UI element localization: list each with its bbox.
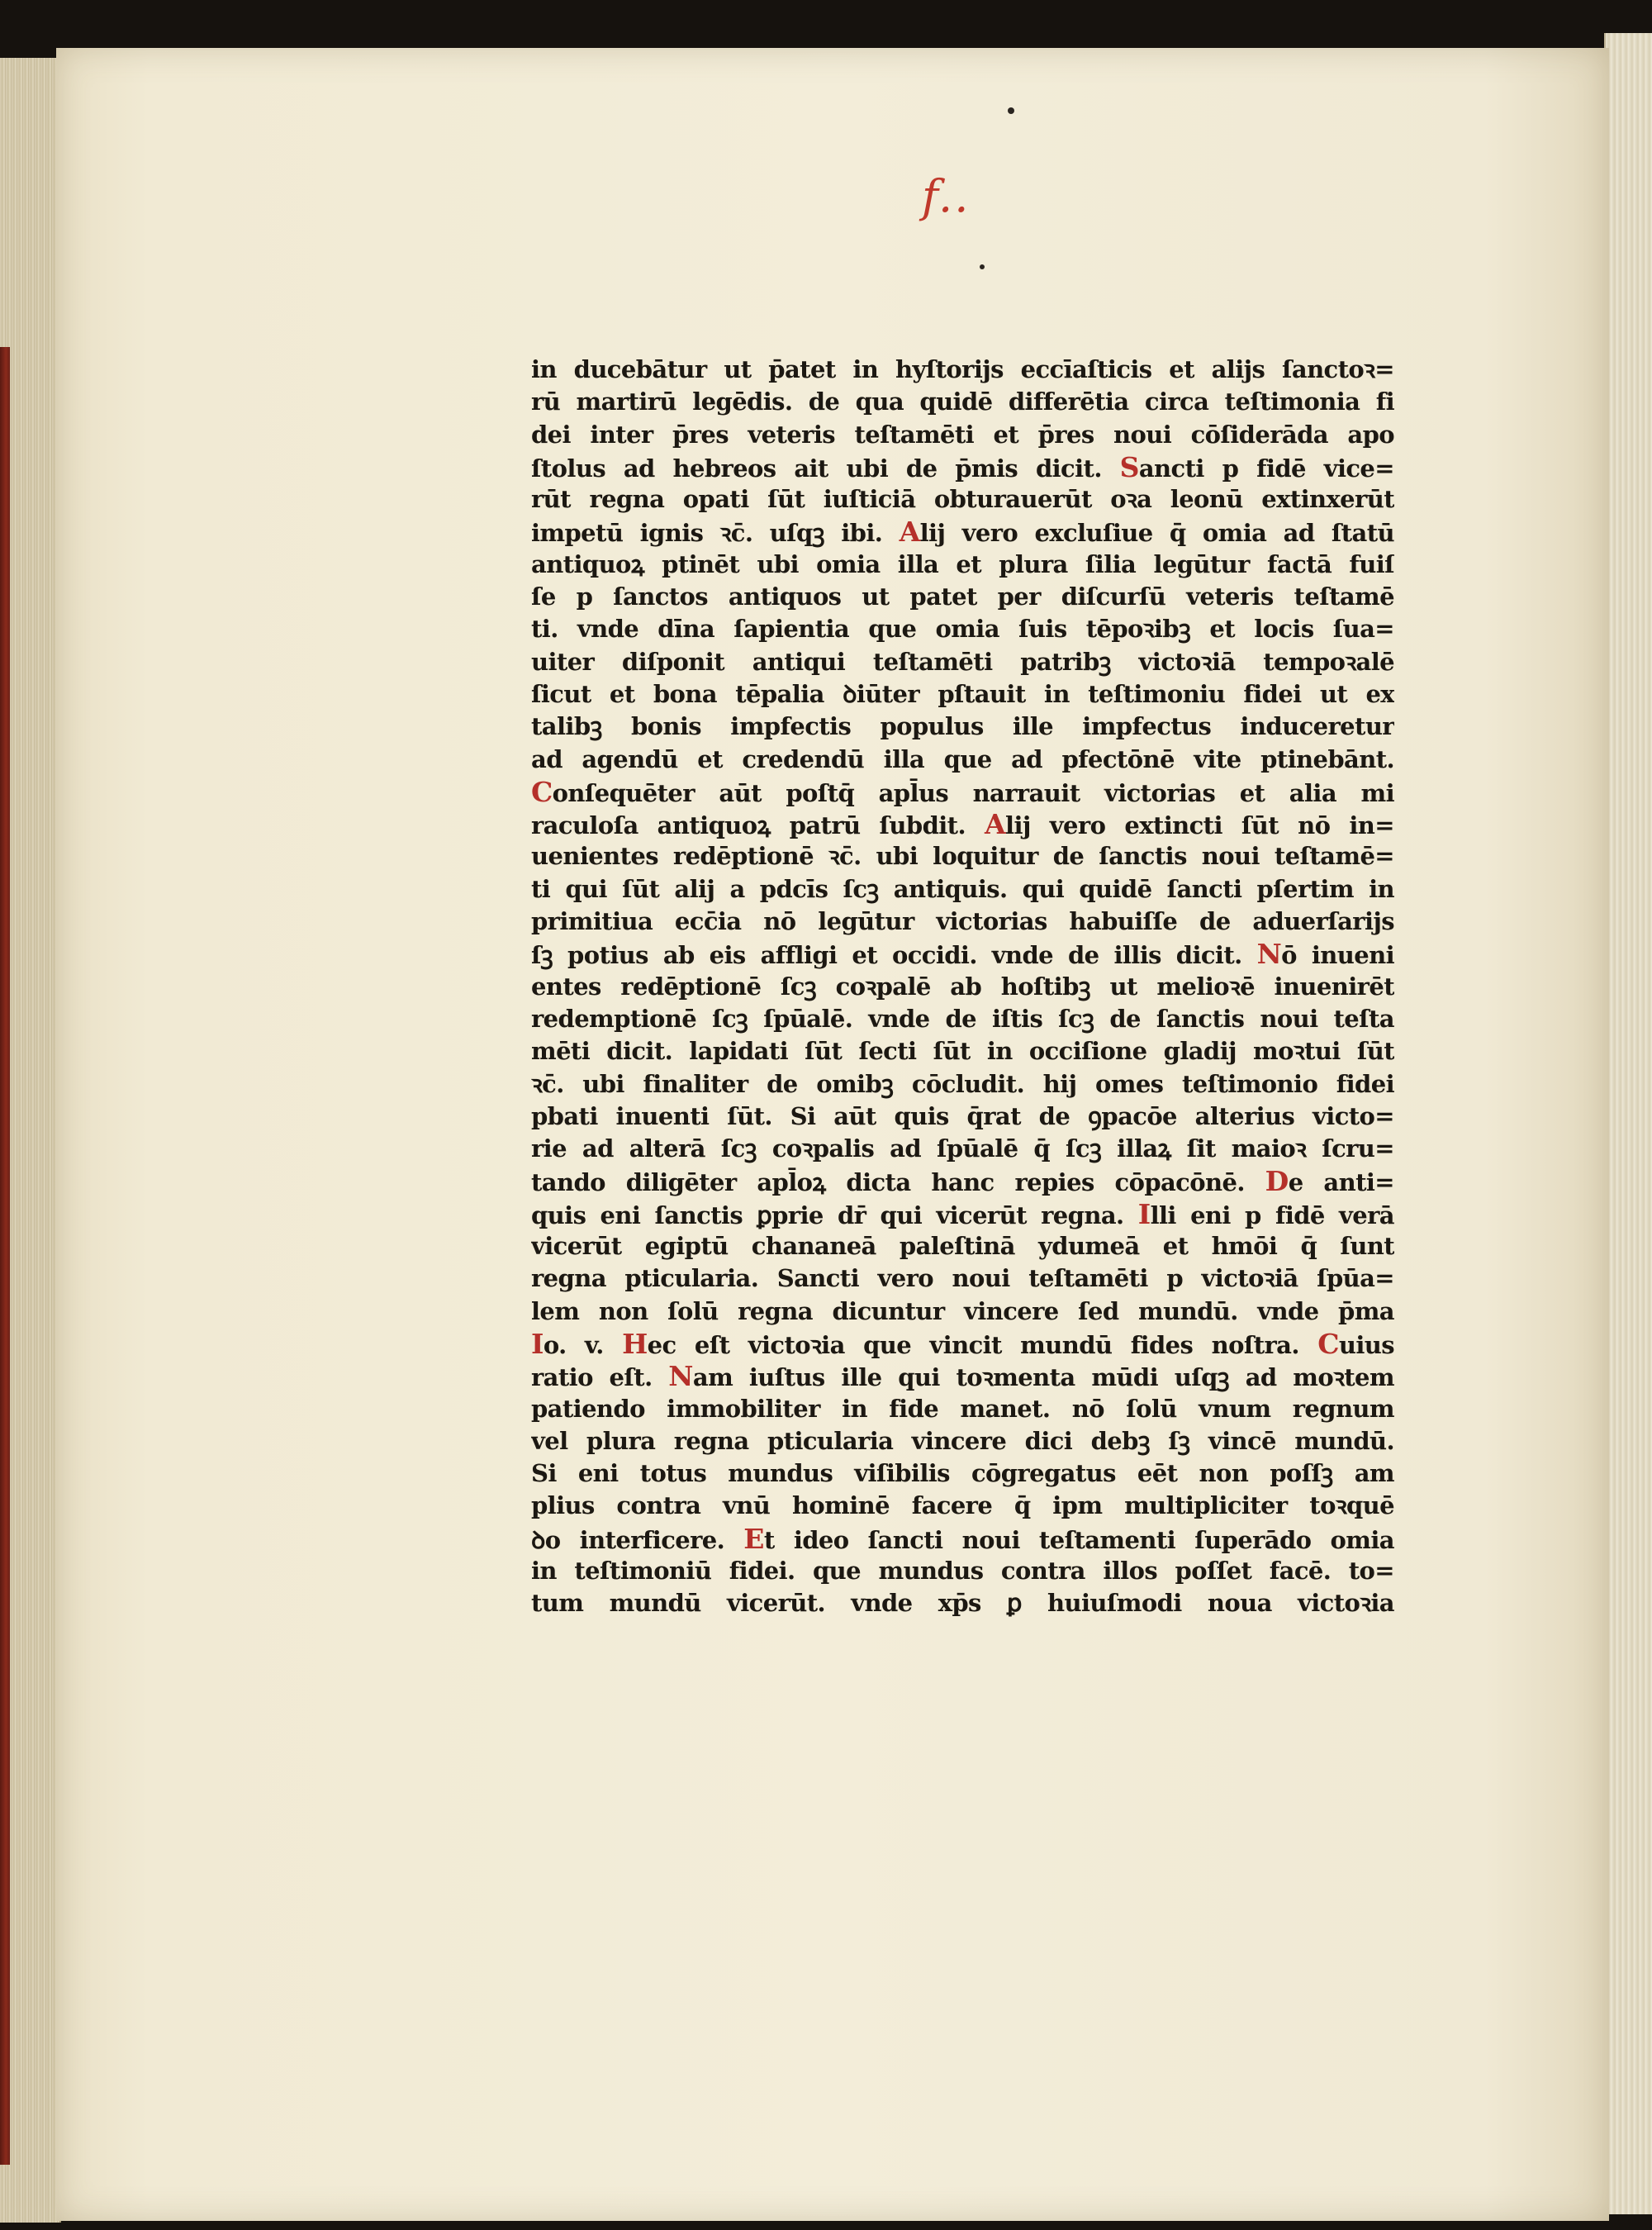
text-line	[531, 1133, 1394, 1165]
rubricated-initial: D	[1265, 1165, 1289, 1198]
text-segment: impetū ignis ꝛc̄. uſqꝫ ibi.	[531, 519, 900, 548]
text-segment: ō inueni	[1281, 941, 1394, 970]
text-line	[531, 1457, 1394, 1490]
text-line	[531, 744, 1394, 776]
text-line	[531, 808, 1394, 840]
text-line	[531, 1262, 1394, 1295]
text-line	[531, 581, 1394, 613]
text-segment: dei inter p̄res veteris teſtamēti et p̄res noui cōſiderāda apo	[531, 420, 1394, 449]
rubricated-initial: C	[531, 775, 553, 808]
text-segment: regna pticularia. Sancti vero noui teſtamēti p victoꝛiā ſpūa=	[531, 1264, 1394, 1293]
text-segment: ſicut et bona tēpalia ꝺiūter pſtauit in teſtimoniu fidei ut ex	[531, 679, 1394, 708]
text-segment: ec eſt victoꝛia que vincit mundū fides noſtra.	[647, 1330, 1318, 1359]
text-segment: uiter diſponit antiqui teſtamēti patribꝫ victoꝛiā tempoꝛalē	[531, 647, 1394, 676]
text-segment: plius contra vnū hominē facere q̄ ipm multipliciter toꝛquē	[531, 1491, 1394, 1520]
text-line	[531, 1165, 1394, 1197]
text-segment: onſequēter aūt poſtq̄ apl̄us narrauit victorias et alia mi	[552, 778, 1394, 807]
text-segment: ancti p fidē vice=	[1138, 454, 1394, 483]
text-line	[531, 906, 1394, 938]
rubricated-initial: A	[985, 808, 1006, 841]
text-line	[531, 613, 1394, 645]
text-line	[531, 1068, 1394, 1101]
text-line	[531, 1425, 1394, 1457]
text-line	[531, 938, 1394, 970]
text-segment: rū martirū legēdis. de qua quidē differētia circa teſtimonia fi	[531, 388, 1394, 416]
text-line	[531, 840, 1394, 873]
text-segment: uenientes redēptionē ꝛc̄. ubi loquitur de ſanctis noui teſtamē=	[531, 842, 1394, 871]
text-segment: Si eni totus mundus viſibilis cōgregatus eēt non poſſꝫ am	[531, 1459, 1394, 1488]
text-segment: entes redēptionē ſcꝫ coꝛpalē ab hoſtibꝫ ut melioꝛē inuenirēt	[531, 972, 1394, 1001]
text-segment: ꝺo interficere.	[531, 1525, 744, 1554]
text-segment: uius	[1338, 1330, 1394, 1359]
text-line	[531, 451, 1394, 483]
text-segment: rie ad alterā ſcꝫ coꝛpalis ad ſpūalē q̄ ſcꝫ illaꝝ ſit maioꝛ ſcru=	[531, 1134, 1394, 1163]
rubricated-initial: N	[668, 1360, 693, 1393]
text-segment: ti. vnde dīna ſapientia que omia ſuis tēpoꝛibꝫ et locis ſua=	[531, 615, 1394, 644]
text-line	[531, 354, 1394, 386]
text-line	[531, 1555, 1394, 1587]
text-line	[531, 386, 1394, 418]
text-line	[531, 483, 1394, 516]
text-line	[531, 971, 1394, 1003]
red-binding-edge	[0, 347, 10, 2165]
text-line	[531, 1101, 1394, 1133]
text-segment: patiendo immobiliter in fide manet. nō ſolū vnum regnum	[531, 1394, 1394, 1423]
rubricated-initial: H	[622, 1327, 648, 1360]
text-segment: raculoſa antiquoꝝ patrū ſubdit.	[531, 811, 985, 840]
text-segment: ſe p ſanctos antiquos ut patet per diſcurſū veteris teſtamē	[531, 582, 1394, 611]
text-segment: am iuſtus ille qui toꝛmenta mūdi uſqꝫ ad moꝛtem	[692, 1363, 1394, 1392]
ink-dot	[1008, 107, 1014, 114]
text-segment: vicerūt egiptū chananeā paleſtinā ydumeā et hmōi q̄ ſunt	[531, 1232, 1394, 1261]
text-segment: mēti dicit. lapidati ſūt ſecti ſūt in occiſione gladij moꝛtui ſūt	[531, 1037, 1394, 1066]
ink-dot	[980, 264, 985, 269]
text-segment: vel plura regna pticularia vincere dici debꝫ ſꝫ vincē mundū.	[531, 1426, 1394, 1455]
text-line	[531, 776, 1394, 808]
text-line	[531, 1230, 1394, 1262]
text-line	[531, 1296, 1394, 1328]
text-segment: lli eni p fidē verā	[1150, 1201, 1394, 1229]
text-line	[531, 419, 1394, 451]
text-segment: in ducebātur ut p̄atet in hyſtorijs eccīaſticis et alijs ſanctoꝛ=	[531, 355, 1394, 383]
text-segment: pbati inuenti ſūt. Si aūt quis q̄rat de ꝯpacōe alterius victo=	[531, 1101, 1394, 1130]
text-line	[531, 646, 1394, 678]
text-segment: quis eni ſanctis ꝑprie dr̄ qui vicerūt regna.	[531, 1201, 1138, 1229]
text-line	[531, 1587, 1394, 1619]
text-line	[531, 1035, 1394, 1067]
rubricated-initial: I	[1137, 1197, 1151, 1230]
rubricated-initial: N	[1256, 938, 1282, 971]
book-edge-right	[1604, 33, 1652, 2214]
text-segment: primitiua ecc̄ia nō legūtur victorias habuiſſe de aduerſarijs	[531, 907, 1394, 936]
text-segment: in teſtimoniū fidei. que mundus contra illos poſſet facē. to=	[531, 1556, 1394, 1585]
text-segment: ꝛc̄. ubi finaliter de omibꝫ cōcludit. hij omes teſtimonio fidei	[531, 1069, 1394, 1098]
text-segment: e anti=	[1288, 1168, 1394, 1197]
page	[56, 48, 1609, 2221]
rubricated-initial: A	[899, 516, 920, 549]
text-segment: antiquoꝝ ptinēt ubi omia illa et plura ſilia legūtur factā fuiſ	[531, 549, 1394, 578]
rubricated-initial: I	[531, 1327, 544, 1360]
text-segment: ti qui ſūt alij a pdcīs ſcꝫ antiquis. qui quidē ſancti pſertim in	[531, 874, 1394, 903]
text-segment: ſtolus ad hebreos ait ubi de p̄mis dicit.	[531, 454, 1120, 483]
text-line	[531, 1490, 1394, 1522]
text-segment: o. v.	[543, 1330, 623, 1359]
text-line	[531, 1198, 1394, 1230]
text-segment: talibꝫ bonis impfectis populus ille impfectus inducеretur	[531, 712, 1394, 741]
text-segment: ratio eſt.	[531, 1363, 669, 1392]
text-segment: tando diligēter apl̄oꝝ dicta hanc repies cōpacōnē.	[531, 1168, 1265, 1197]
text-line	[531, 1523, 1394, 1555]
text-segment: rūt regna opati ſūt iuſticiā obturauerūt oꝛa leonū extinxerūt	[531, 485, 1394, 514]
text-segment: redemptionē ſcꝫ ſpūalē. vnde de iſtis ſcꝫ de ſanctis noui teſta	[531, 1004, 1394, 1033]
folio-mark: f..	[922, 170, 971, 222]
text-line	[531, 1003, 1394, 1035]
text-line	[531, 549, 1394, 581]
text-line	[531, 1328, 1394, 1360]
text-segment: ad agendū et credendū illa que ad pfectōnē vite ptinebānt.	[531, 744, 1394, 773]
text-block	[531, 354, 1394, 1620]
text-line	[531, 1360, 1394, 1392]
rubricated-initial: C	[1317, 1327, 1339, 1360]
text-line	[531, 1393, 1394, 1425]
text-line	[531, 516, 1394, 548]
text-segment: tum mundū vicerūt. vnde xp̄s ꝑ huiuſmodi noua victoꝛia	[531, 1589, 1394, 1618]
text-segment: lij vero excluſiue q̄ omia ad ſtatū	[919, 519, 1394, 548]
text-line	[531, 678, 1394, 711]
text-segment: ſꝫ potius ab eis affligi et occidi. vnde de illis dicit.	[531, 941, 1257, 970]
rubricated-initial: S	[1119, 450, 1139, 483]
text-line	[531, 873, 1394, 906]
rubricated-initial: E	[743, 1522, 764, 1555]
text-segment: lem non ſolū regna dicuntur vincere ſed mundū. vnde p̄ma	[531, 1296, 1394, 1325]
text-line	[531, 711, 1394, 743]
text-segment: lij vero extincti ſūt nō in=	[1005, 811, 1394, 840]
text-segment: t ideo ſancti noui teſtamenti ſuperādo omia	[763, 1525, 1394, 1554]
